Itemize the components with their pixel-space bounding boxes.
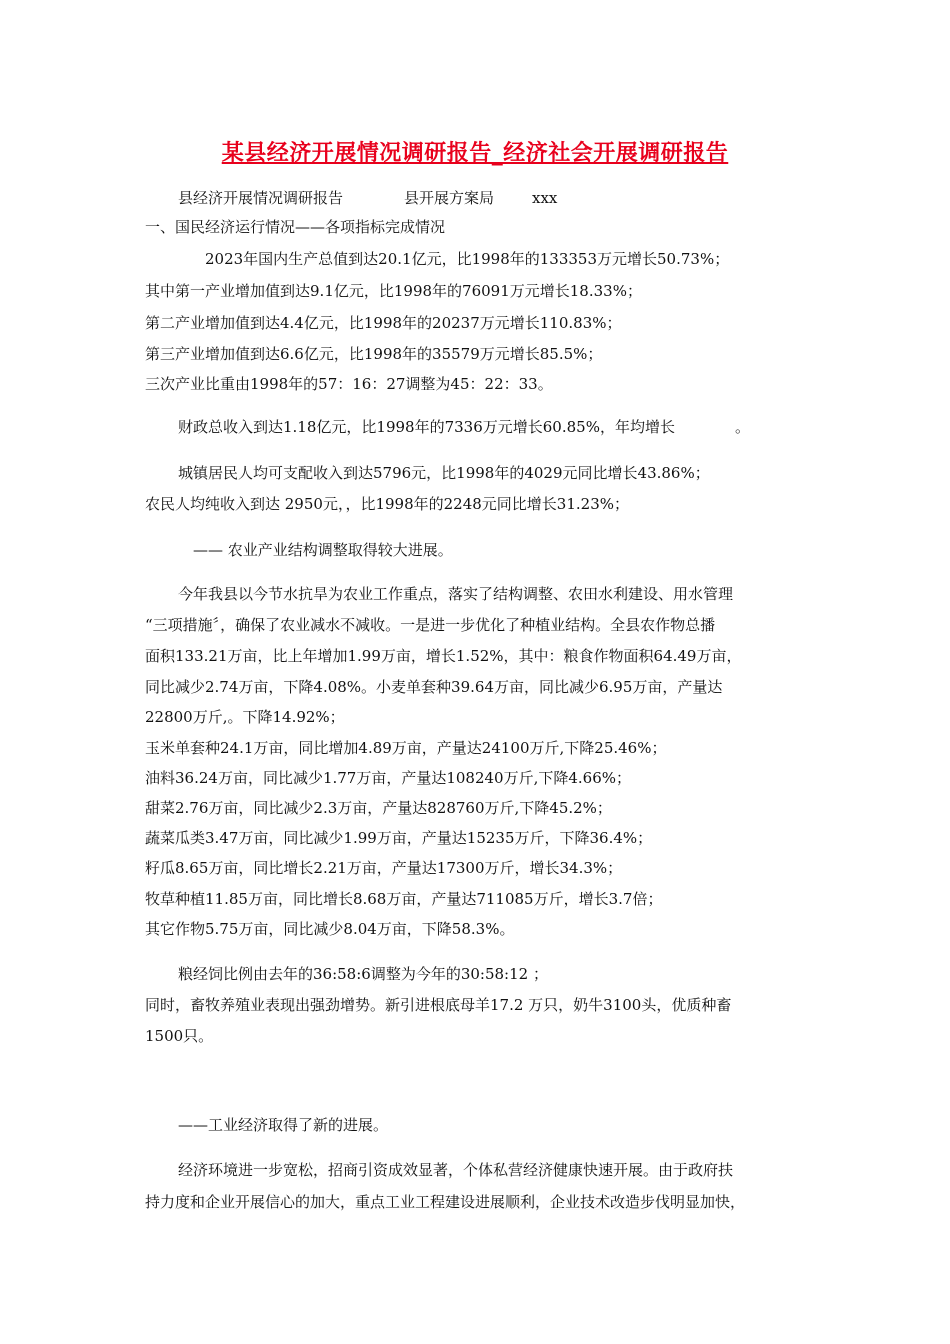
income-line: 城镇居民人均可支配收入到达5796元，比1998年的4029元同比增长43.86%； (178, 464, 710, 482)
crop-line: 玉米单套种24.1万亩，同比增加4.89万亩，产量达24100万斤,下降25.46%； (145, 739, 667, 757)
agri-paragraph-line: 今年我县以今节水抗旱为农业工作重点，落实了结构调整、农田水利建设、用水管理 (178, 585, 734, 603)
agri-paragraph-line: 面积133.21万亩，比上年增加1.99万亩，增长1.52%，其中：粮食作物面积64.49万亩， (145, 647, 742, 665)
agri-heading: —— 农业产业结构调整取得较大进展。 (193, 541, 453, 559)
gdp-line: 2023年国内生产总值到达20.1亿元，比1998年的133353万元增长50.73%； (205, 250, 730, 268)
agri-paragraph-line: 同比减少2.74万亩，下降4.08%。小麦单套种39.64万亩，同比减少6.95万亩，产量达 (145, 678, 723, 696)
gdp-line: 其中第一产业增加值到达9.1亿元，比1998年的76091万元增长18.33%； (145, 282, 642, 300)
header-author: xxx (532, 189, 558, 207)
ratio-line: 粮经饲比例由去年的36:58:6调整为今年的30:58:12 ； (178, 965, 548, 983)
finance-line: 财政总收入到达1.18亿元，比1998年的7336万元增长60.85%，年均增长 。 (178, 418, 750, 436)
income-line: 农民人均纯收入到达 2950元，，比1998年的2248元同比增长31.23%； (145, 495, 629, 513)
crop-line: 籽瓜8.65万亩，同比增长2.21万亩，产量达17300万斤，增长34.3%； (145, 859, 623, 877)
section-heading: 一、国民经济运行情况——各项指标完成情况 (145, 218, 446, 236)
industry-heading: ——工业经济取得了新的进展。 (178, 1116, 389, 1134)
livestock-line: 同时，畜牧养殖业表现出强劲增势。新引进根底母羊17.2 万只，奶牛3100头，优质种畜 (145, 996, 732, 1014)
gdp-line: 三次产业比重由1998年的57：16：27调整为45：22：33。 (145, 375, 553, 393)
header-report: 县经济开展情况调研报告 (178, 189, 344, 207)
crop-line: 其它作物5.75万亩，同比减少8.04万亩，下降58.3%。 (145, 920, 515, 938)
document-title: 某县经济开展情况调研报告_经济社会开展调研报告 (221, 141, 729, 166)
agri-paragraph-line: “三项措施〞，确保了农业减水不减收。一是进一步优化了种植业结构。全县农作物总播 (145, 616, 716, 634)
agri-paragraph-line: 22800万斤,。下降14.92%； (145, 708, 345, 726)
livestock-line: 1500只。 (145, 1027, 214, 1045)
industry-paragraph-line: 持力度和企业开展信心的加大，重点工业工程建设进展顺利，企业技术改造步伐明显加快， (145, 1193, 746, 1211)
crop-line: 蔬菜瓜类3.47万亩，同比减少1.99万亩，产量达15235万斤，下降36.4%； (145, 829, 653, 847)
gdp-line: 第二产业增加值到达4.4亿元，比1998年的20237万元增长110.83%； (145, 314, 622, 332)
header-bureau: 县开展方案局 (404, 189, 495, 207)
crop-line: 油料36.24万亩，同比减少1.77万亩，产量达108240万斤,下降4.66%； (145, 769, 632, 787)
industry-paragraph-line: 经济环境进一步宽松，招商引资成效显著，个体私营经济健康快速开展。由于政府扶 (178, 1161, 734, 1179)
crop-line: 甜菜2.76万亩，同比减少2.3万亩，产量达828760万斤,下降45.2%； (145, 799, 612, 817)
crop-line: 牧草种植11.85万亩，同比增长8.68万亩，产量达711085万斤，增长3.7倍； (145, 890, 663, 908)
gdp-line: 第三产业增加值到达6.6亿元，比1998年的35579万元增长85.5%； (145, 345, 603, 363)
